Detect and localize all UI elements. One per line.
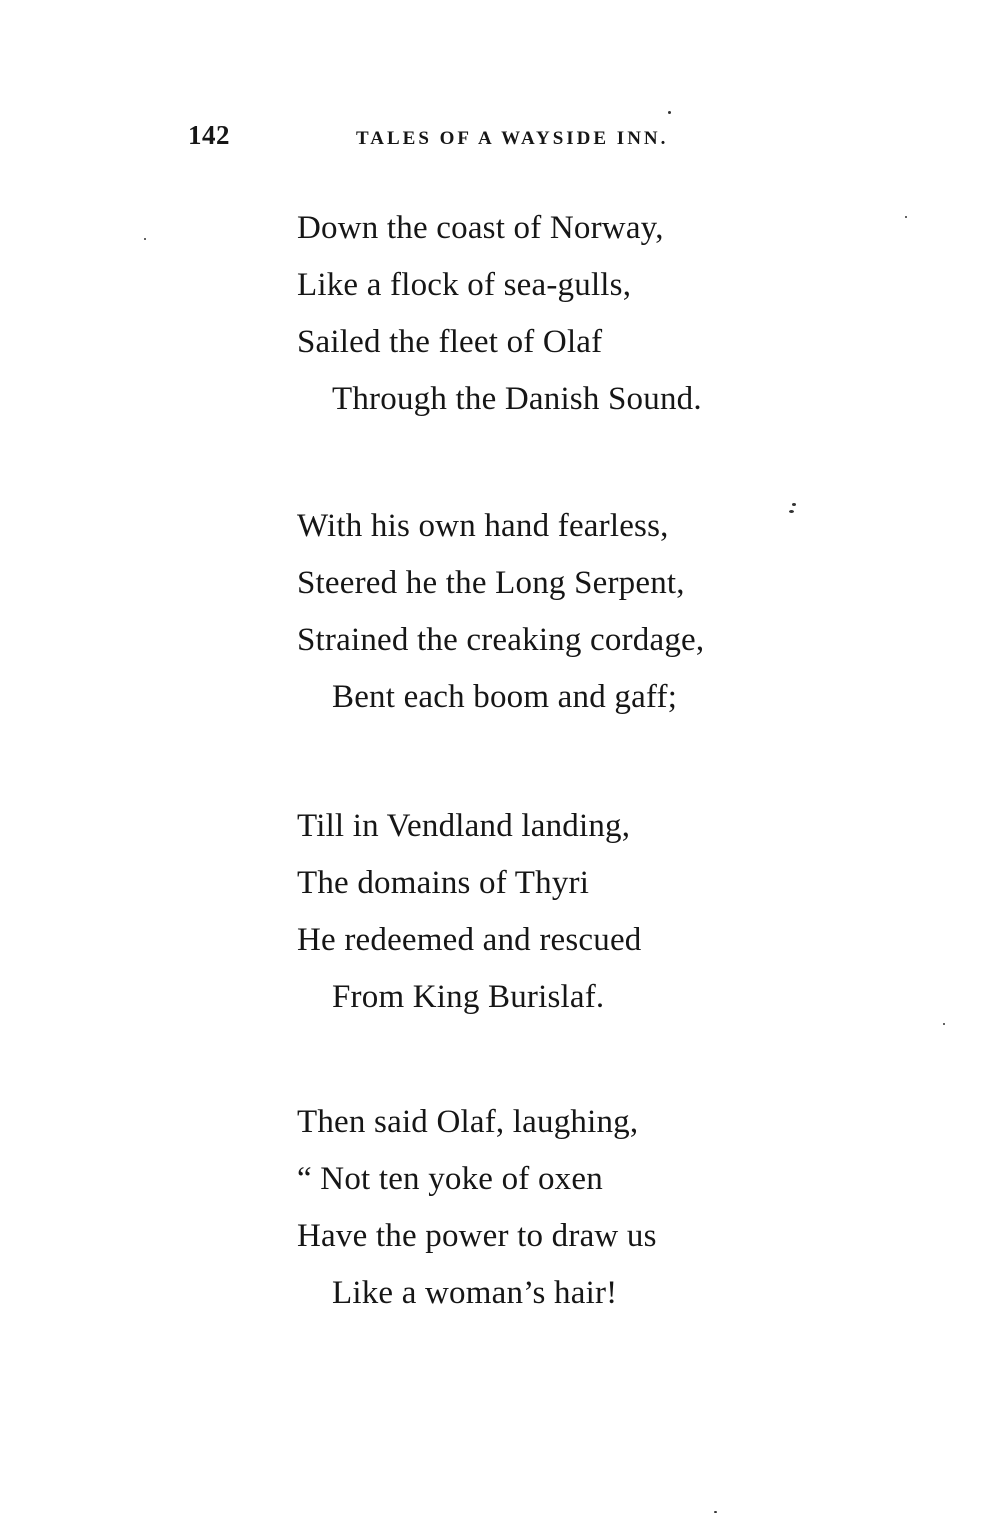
scan-speck <box>943 1023 945 1025</box>
verse-line: Strained the creaking cordage, <box>297 622 705 658</box>
stanza-4 <box>297 1094 657 1322</box>
running-title: TALES OF A WAYSIDE INN. <box>356 128 669 149</box>
verse-line: Sailed the fleet of Olaf <box>297 324 603 360</box>
verse-line: Like a flock of sea-gulls, <box>297 267 632 303</box>
stanza-2 <box>297 498 704 726</box>
verse-line-indented: Through the Danish Sound. <box>332 381 702 417</box>
scan-speck <box>668 111 671 114</box>
verse-line: Steered he the Long Serpent, <box>297 565 685 601</box>
verse-line: Down the coast of Norway, <box>297 210 664 246</box>
page-number: 142 <box>188 120 230 150</box>
verse-line: Have the power to draw us <box>297 1218 657 1254</box>
scan-speck <box>905 216 907 218</box>
verse-line-indented: Like a woman’s hair! <box>332 1275 618 1311</box>
stanza-1 <box>297 200 702 428</box>
verse-line: Till in Vendland landing, <box>297 808 631 844</box>
scan-speck <box>714 1511 717 1513</box>
verse-line: “ Not ten yoke of oxen <box>297 1161 603 1197</box>
scan-speck <box>792 503 796 506</box>
verse-line: With his own hand fearless, <box>297 508 669 544</box>
verse-line: The domains of Thyri <box>297 865 590 901</box>
stanza-3 <box>297 798 642 1026</box>
verse-line-indented: From King Burislaf. <box>332 979 605 1015</box>
verse-line: He redeemed and rescued <box>297 922 642 958</box>
verse-line-indented: Bent each boom and gaff; <box>332 679 678 715</box>
scan-speck <box>789 510 794 513</box>
verse-line: Then said Olaf, laughing, <box>297 1104 639 1140</box>
scan-speck <box>144 238 146 240</box>
